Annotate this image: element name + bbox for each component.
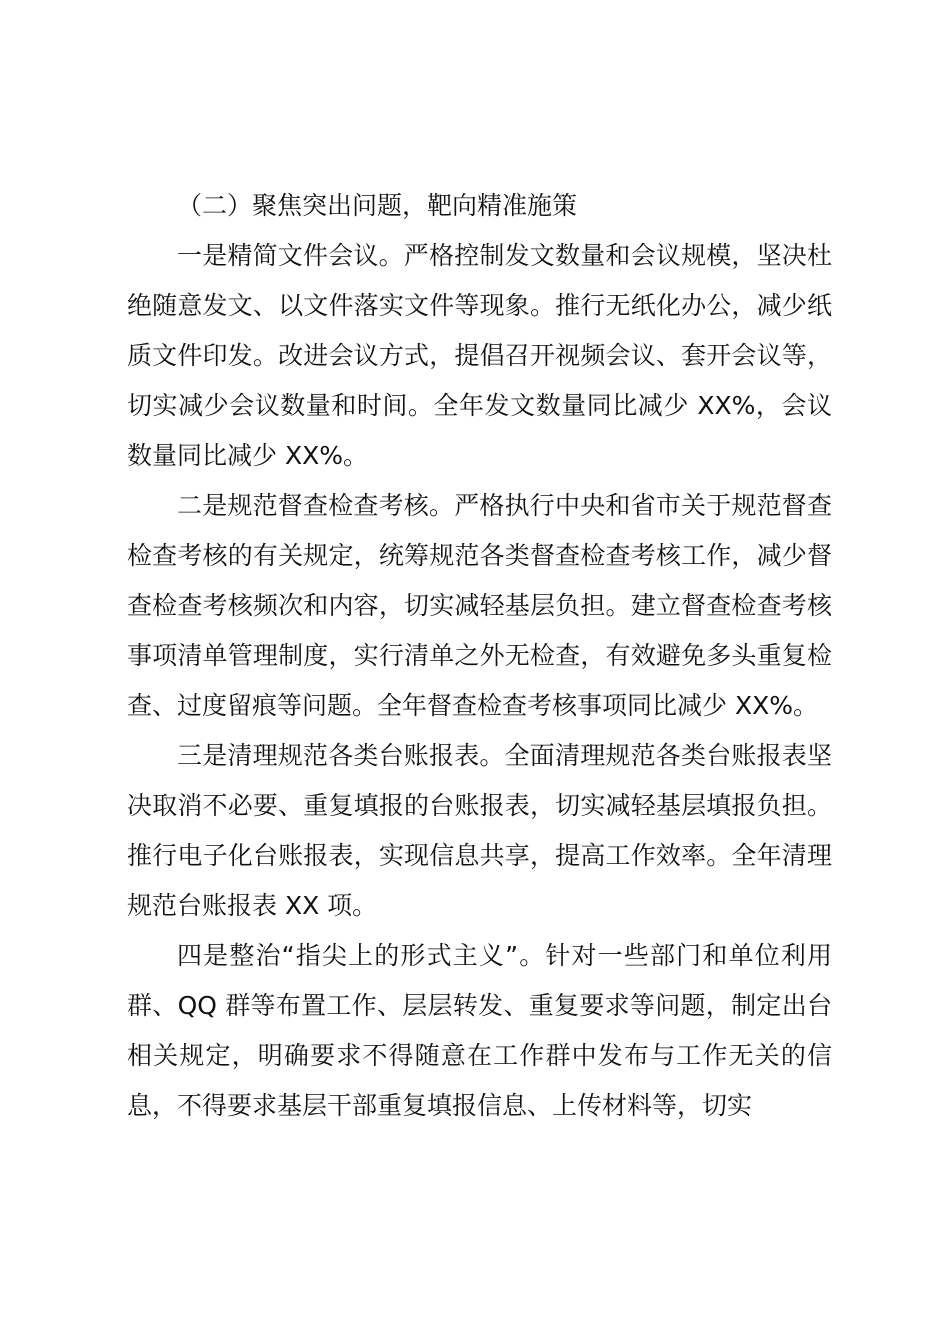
section-heading: （二）聚焦突出问题，靶向精准施策 <box>177 191 578 220</box>
document-body <box>127 181 832 1131</box>
paragraph-1: 一是精简文件会议。严格控制发文数量和会议规模，坚决杜绝随意发文、以文件落实文件等现象。推行无纸化办公，减少纸质文件印发。改进会议方式，提倡召开视频会议、套开会议等，切实减少会议数量和时间。全年发文数量同比减少 XX%，会议数量同比减少 XX%。 <box>127 241 832 470</box>
paragraph-2: 二是规范督查检查考核。严格执行中央和省市关于规范督查检查考核的有关规定，统筹规范各类督查检查考核工作，减少督查检查考核频次和内容，切实减轻基层负担。建立督查检查考核事项清单管理制度，实行清单之外无检查，有效避免多头重复检查、过度留痕等问题。全年督查检查考核事项同比减少 XX%。 <box>127 491 832 720</box>
paragraph-3: 三是清理规范各类台账报表。全面清理规范各类台账报表坚决取消不必要、重复填报的台账报表，切实减轻基层填报负担。推行电子化台账报表，实现信息共享，提高工作效率。全年清理规范台账报表 XX 项。 <box>127 741 832 920</box>
paragraph-4: 四是整治“指尖上的形式主义”。针对一些部门和单位利用群、QQ 群等布置工作、层层转发、重复要求等问题，制定出台相关规定，明确要求不得随意在工作群中发布与工作无关的信息，不得要求基层干部重复填报信息、上传材料等，切实 <box>127 941 832 1120</box>
